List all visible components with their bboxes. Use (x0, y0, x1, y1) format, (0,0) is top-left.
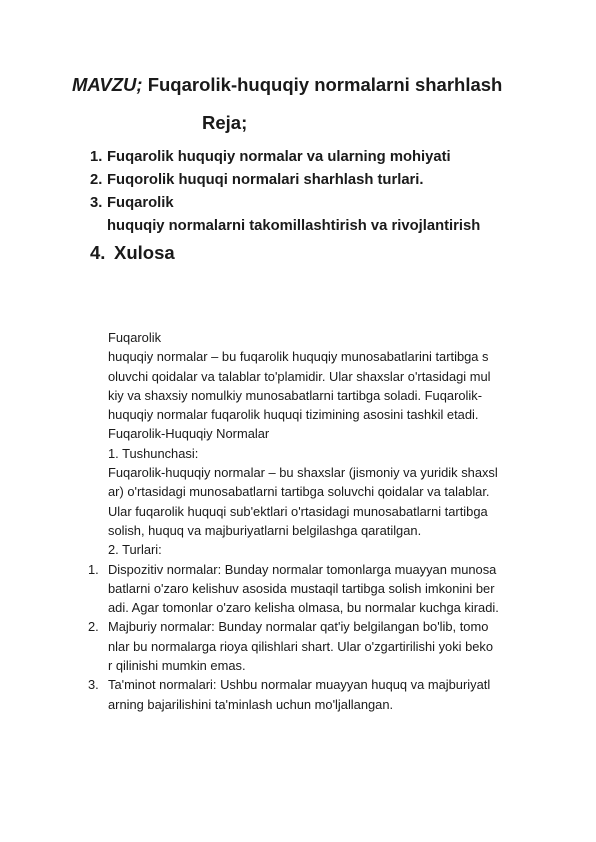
body-line: Fuqarolik-huquqiy normalar – bu shaxslar (jismoniy va yuridik shaxsl (108, 465, 498, 481)
plan-item-text: Fuqorolik huquqi normalari sharhlash turlari. (107, 172, 424, 188)
plan-heading: Reja; (202, 112, 248, 133)
plan-item-text: huquqiy normalarni takomillashtirish va rivojlantirish (107, 218, 481, 234)
body-line: Fuqarolik (108, 330, 162, 345)
plan-item-text: Xulosa (114, 242, 175, 263)
plan-item-number: 1. (90, 149, 103, 165)
body-line: oluvchi qoidalar va talablar to'plamidir. Ular shaxslar o'rtasidagi mul (108, 368, 491, 384)
title-prefix: MAVZU; (72, 74, 143, 95)
plan-item (90, 238, 480, 268)
list-line: Majburiy normalar: Bunday normalar qat'iy belgilangan bo'lib, tomo (108, 619, 489, 635)
list-line: nlar bu normalarga rioya qilishlari shart. Ular o'zgartirilishi yoki beko (108, 638, 494, 654)
list-line: adi. Agar tomonlar o'zaro kelisha olmasa, bu normalar kuchga kiradi. (108, 600, 499, 616)
list-line: Ta'minot normalari: Ushbu normalar muayyan huquq va majburiyatl (108, 677, 491, 693)
plan-list (90, 146, 480, 268)
body-text (88, 328, 528, 714)
section-heading: Fuqarolik-Huquqiy Normalar (108, 426, 270, 442)
body-line: solish, huquq va majburiyatlarni belgilashga qaratilgan. (108, 522, 422, 538)
list-item (88, 560, 528, 618)
list-line: Dispozitiv normalar: Bunday normalar tomonlarga muayyan munosa (108, 561, 497, 577)
body-line: kiy va shaxsiy nomulkiy munosabatlarni tartibga soladi. Fuqarolik- (108, 387, 482, 403)
list-item-number: 2. (88, 619, 99, 635)
body-line: huquqiy normalar – bu fuqarolik huquqiy munosabatlarini tartibga s (108, 349, 489, 365)
list-item (88, 675, 528, 714)
subheading: 2. Turlari: (108, 542, 162, 558)
plan-item-number: 2. (90, 172, 103, 188)
list-line: batlarni o'zaro kelishuv asosida mustaqil tartibga solish imkonini ber (108, 580, 495, 596)
plan-item-number: 4. (90, 242, 106, 263)
subheading: 1. Tushunchasi: (108, 445, 199, 461)
body-line: Ular fuqarolik huquqi sub'ektlari o'rtasidagi munosabatlarni tartibga (108, 503, 488, 519)
plan-item (90, 169, 480, 192)
norm-types-list (88, 560, 528, 714)
body-line: huquqiy normalar fuqarolik huquqi tizimining asosini tashkil etadi. (108, 407, 479, 423)
title-text: Fuqarolik-huquqiy normalarni sharhlash (147, 74, 503, 95)
body-line: ar) o'rtasidagi munosabatlarni tartibga soluvchi qoidalar va talablar. (108, 484, 490, 500)
plan-item (90, 146, 480, 169)
plan-item-text: Fuqarolik (107, 195, 174, 211)
plan-item-number: 3. (90, 195, 103, 211)
list-line: arning bajarilishini ta'minlash uchun mo'ljallangan. (108, 696, 394, 712)
plan-item-text: Fuqarolik huquqiy normalar va ularning mohiyati (107, 149, 451, 165)
plan-item (90, 192, 480, 238)
list-item (88, 617, 528, 675)
list-line: r qilinishi mumkin emas. (108, 658, 246, 674)
list-item-number: 3. (88, 677, 99, 693)
document-title (72, 74, 502, 96)
list-item-number: 1. (88, 561, 99, 577)
